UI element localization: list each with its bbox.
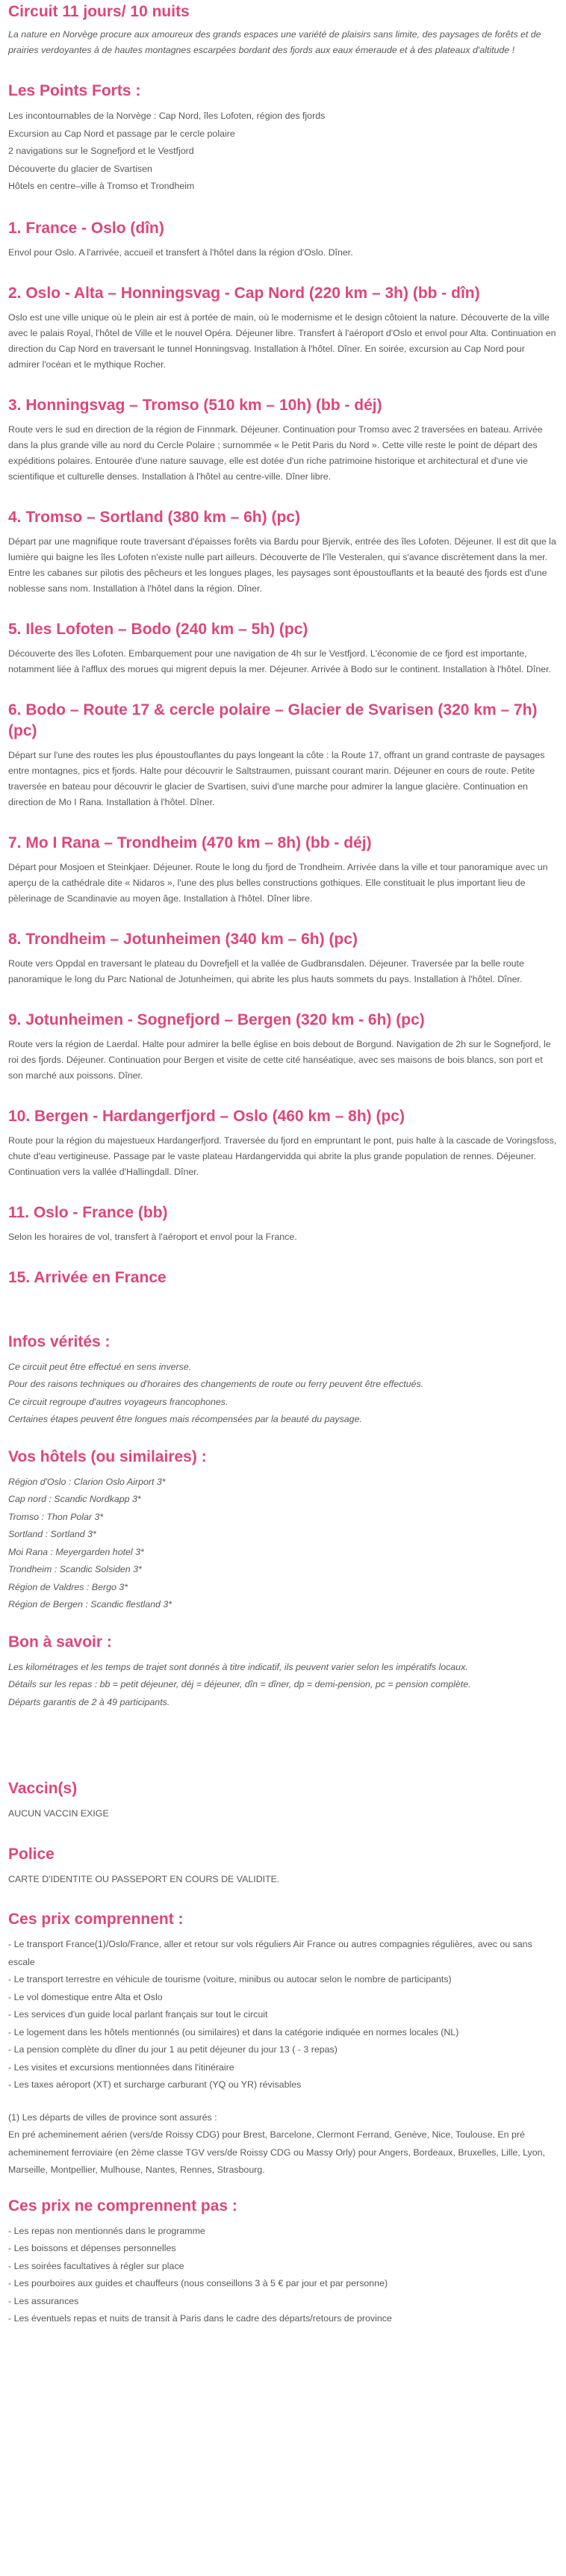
day-7 — [8, 833, 558, 907]
day-text: Selon les horaires de vol, transfert à l'aéroport et envol pour la France. — [8, 1231, 297, 1242]
list-item: Région d'Oslo : Clarion Oslo Airport 3* — [8, 1476, 166, 1487]
list-item: Moi Rana : Meyergarden hotel 3* — [8, 1546, 144, 1557]
arrival-title: 15. Arrivée en France — [8, 1268, 167, 1286]
list-item: - Les services d'un guide local parlant français sur tout le circuit — [8, 2009, 268, 2020]
day-9 — [8, 1010, 558, 1084]
section-title-prix-ne-comprend: Ces prix ne comprennent pas : — [8, 2197, 237, 2215]
list-item: 2 navigations sur le Sognefjord et le Vestfjord — [8, 146, 194, 156]
day-title: 2. Oslo - Alta – Honningsvag - Cap Nord (220 km – 3h) (bb - dîn) — [8, 284, 480, 302]
vaccin-text: AUCUN VACCIN EXIGE — [8, 1808, 109, 1819]
list-item: Découverte du glacier de Svartisen — [8, 163, 152, 174]
day-2 — [8, 283, 558, 373]
day-1 — [8, 218, 558, 261]
infos-list — [8, 1359, 558, 1429]
list-item: - La pension complète du dîner du jour 1 au petit déjeuner du jour 13 ( - 3 repas) — [8, 2044, 338, 2055]
day-text: Départ pour Mosjoen et Steinkjaer. Déjeuner. Route le long du fjord de Trondheim. Arrivée dans la ville et tour panoramique avec un aperçu de la cathédrale dite « Nidaros », l'une des plus belles constructions gothiques. Elle constituait le plus important lieu de pèlerinage de Scandinavie au moyen âge. Installation à l'hôtel. Dîner libre. — [8, 861, 548, 904]
section-title-vaccin: Vaccin(s) — [8, 1780, 78, 1797]
day-title: 11. Oslo - France (bb) — [8, 1203, 168, 1221]
day-text: Oslo est une ville unique où le plein air est à portée de main, où le modernisme et le design côtoient la nature. Découverte de la ville avec le palais Royal, l'hôtel de Ville et le nouvel Opéra. Déjeuner libre. Transfert à l'aéroport d'Oslo et envol pour Alta. Continuation en direction du Cap Nord en traversant le tunnel Honningsvag. Installation à l'hôtel. Dîner. En soirée, excursion au Cap Nord pour admirer l'océan et le mythique Rocher. — [8, 311, 556, 370]
list-item: - Le vol domestique entre Alta et Oslo — [8, 1991, 163, 2002]
departures-note-text: En pré acheminement aérien (vers/de Roissy CDG) pour Brest, Barcelone, Clermont Ferrand, Genève, Nice, Toulouse. En pré acheminement ferroviaire (en 2ème classe TGV vers/de Roissy CDG ou Massy Orly) pour Angers, Bordeaux, Bruxelles, Lille, Lyon, Marseille, Montpellier, Mulhouse, Nantes, Rennes, Strasbourg. — [8, 2129, 545, 2175]
day-text: Route pour la région du majestueux Hardangerfjord. Traversée du fjord en empruntant le pont, puis halte à la cascade de Voringsfoss, chute d'eau vertigineuse. Passage par le vaste plateau Hardangervidda qui abrite la plus grande population de rennes. Déjeuner. Continuation vers la vallée d'Hallingdall. Dîner. — [8, 1135, 557, 1177]
day-title: 4. Tromso – Sortland (380 km – 6h) (pc) — [8, 508, 300, 526]
day-title: 5. Iles Lofoten – Bodo (240 km – 5h) (pc) — [8, 620, 308, 638]
list-item: - Les assurances — [8, 2295, 79, 2306]
day-title: 9. Jotunheimen - Sognefjord – Bergen (320 km - 6h) (pc) — [8, 1011, 425, 1028]
list-item: - Le transport France(1)/Oslo/France, aller et retour sur vols réguliers Air France ou autres compagnies régulières, avec ou sans escale — [8, 1939, 532, 1967]
day-title: 6. Bodo – Route 17 & cercle polaire – Glacier de Svarisen (320 km – 7h) (pc) — [8, 701, 538, 739]
list-item: Excursion au Cap Nord et passage par le cercle polaire — [8, 128, 235, 139]
section-title-prix-comprend: Ces prix comprennent : — [8, 1911, 184, 1928]
page-title: Circuit 11 jours/ 10 nuits — [8, 3, 190, 20]
prix-ne-comprend-list — [8, 2223, 558, 2328]
intro-text: La nature en Norvège procure aux amoureux des grands espaces une variété de plaisirs sans limite, des paysages de forêts et de prairies verdoyantes à de hautes montagnes escarpées bordant des fjords aux eaux émeraude et à des plateaux d'altitude ! — [8, 29, 541, 55]
day-6 — [8, 700, 558, 810]
list-item: - Les visites et excursions mentionnées dans l'itinéraire — [8, 2061, 234, 2073]
list-item: Ce circuit regroupe d'autres voyageurs francophones. — [8, 1396, 228, 1407]
section-title-police: Police — [8, 1845, 55, 1863]
section-title-points-forts: Les Points Forts : — [8, 82, 141, 99]
day-text: Découverte des îles Lofoten. Embarquement pour une navigation de 4h sur le Vestfjord. L'économie de ce fjord est importante, notamment liée à l'afflux des morues qui migrent depuis la mer. Déjeuner. Arrivée à Bodo sur le continent. Installation à l'hôtel. Dîner. — [8, 648, 551, 674]
list-item: Trondheim : Scandic Solsiden 3* — [8, 1564, 142, 1574]
list-item: - Les soirées facultatives à régler sur place — [8, 2260, 184, 2271]
points-forts-list — [8, 108, 558, 196]
day-title: 10. Bergen - Hardangerfjord – Oslo (460 km – 8h) (pc) — [8, 1107, 405, 1125]
day-title: 3. Honningsvag – Tromso (510 km – 10h) (bb - déj) — [8, 396, 382, 414]
hotels-list — [8, 1474, 558, 1614]
day-text: Route vers Oppdal en traversant le plateau du Dovrefjell et la vallée de Gudbransdalen. Déjeuner. Traversée par la belle route panoramique le long du Parc National de Jotunheimen, qui abrite les plus hauts sommets du pays. Installation à l'hôtel. Dîner. — [8, 958, 524, 984]
list-item: Région de Valdres : Bergo 3* — [8, 1581, 128, 1592]
day-text: Envol pour Oslo. A l'arrivée, accueil et transfert à l'hôtel dans la région d'Oslo. Dîner. — [8, 246, 353, 258]
day-title: 1. France - Oslo (dîn) — [8, 219, 164, 237]
list-item: Les incontournables de la Norvège : Cap Nord, îles Lofoten, région des fjords — [8, 111, 326, 121]
day-text: Départ par une magnifique route traversant d'épaisses forêts via Bardu pour Bjervik, entrée des îles Lofoten. Déjeuner. Il est dit que la lumière qui baigne les îles Lofoten n'existe nulle part ailleurs. Découverte de l'île Vesteralen, qui s'avance discrètement dans la mer. Entre les cabanes sur pilotis des pêcheurs et les longues plages, les paysages sont époustouflants et la beauté des fjords est d'une noblesse sans nom. Installation à l'hôtel dans la région. Dîner. — [8, 536, 556, 594]
day-11 — [8, 1202, 558, 1245]
prix-comprend-list — [8, 1936, 558, 2094]
list-item: - Les boissons et dépenses personnelles — [8, 2243, 176, 2253]
day-text: Route vers le sud en direction de la région de Finnmark. Déjeuner. Continuation pour Tromso avec 2 traversées en bateau. Arrivée dans la plus grande ville au nord du Cercle Polaire ; surnommée « le Petit Paris du Nord ». Cette ville reste le point de départ des expéditions polaires. Entourée d'une nature sauvage, elle est dotée d'un riche patrimoine historique et architectural et d'une vie scientifique et culturelle denses. Installation à l'hôtel au centre-ville. Dîner libre. — [8, 423, 543, 482]
bon-list — [8, 1659, 558, 1712]
section-title-infos: Infos vérités : — [8, 1332, 111, 1350]
police-text: CARTE D'IDENTITE OU PASSEPORT EN COURS DE VALIDITE. — [8, 1873, 280, 1884]
departures-note-title: (1) Les départs de villes de province sont assurés : — [8, 2111, 217, 2123]
day-3 — [8, 395, 558, 485]
section-title-hotels: Vos hôtels (ou similaires) : — [8, 1447, 207, 1465]
day-title: 7. Mo I Rana – Trondheim (470 km – 8h) (bb - déj) — [8, 834, 372, 851]
list-item: Sortland : Sortland 3* — [8, 1529, 96, 1539]
day-title: 8. Trondheim – Jotunheimen (340 km – 6h) (pc) — [8, 930, 358, 948]
section-title-bon-a-savoir: Bon à savoir : — [8, 1633, 112, 1651]
list-item: Région de Bergen : Scandic flestland 3* — [8, 1599, 172, 1610]
day-5 — [8, 619, 558, 677]
list-item: - Le logement dans les hôtels mentionnés (ou similaires) et dans la catégorie indiquée en normes locales (NL) — [8, 2026, 459, 2037]
list-item: Certaines étapes peuvent être longues mais récompensées par la beauté du paysage. — [8, 1414, 362, 1424]
list-item: Ce circuit peut être effectué en sens inverse. — [8, 1361, 192, 1372]
list-item: Pour des raisons techniques ou d'horaires des changements de route ou ferry peuvent être effectués. — [8, 1379, 424, 1389]
day-10 — [8, 1106, 558, 1180]
list-item: Hôtels en centre–ville à Tromso et Trondheim — [8, 181, 195, 191]
list-item: - Les éventuels repas et nuits de transit à Paris dans le cadre des départs/retours de province — [8, 2313, 392, 2324]
list-item: Cap nord : Scandic Nordkapp 3* — [8, 1494, 141, 1504]
list-item: - Le transport terrestre en véhicule de tourisme (voiture, minibus ou autocar selon le nombre de participants) — [8, 1974, 452, 1984]
day-4 — [8, 507, 558, 597]
list-item: Départs garantis de 2 à 49 participants. — [8, 1696, 170, 1707]
day-text: Route vers la région de Laerdal. Halte pour admirer la belle église en bois debout de Borgund. Navigation de 2h sur le Sognefjord, le roi des fjords. Déjeuner. Continuation pour Bergen et visite de cette cité hanséatique, avec ses maisons de bois blancs, son port et son marché aux poissons. Dîner. — [8, 1038, 551, 1081]
list-item: - Les pourboires aux guides et chauffeurs (nous conseillons 3 à 5 € par jour et par personne) — [8, 2278, 388, 2288]
list-item: - Les taxes aéroport (XT) et surcharge carburant (YQ ou YR) révisables — [8, 2079, 302, 2090]
list-item: Les kilométrages et les temps de trajet sont donnés à titre indicatif, ils peuvent varier selon les impératifs locaux. — [8, 1661, 468, 1672]
day-text: Départ sur l'une des routes les plus époustouflantes du pays longeant la côte : la Route 17, offrant un grand contraste de paysages entre montagnes, pics et fjords. Halte pour découvrir le Saltstraumen, puissant courant marin. Déjeuner en cours de route. Petite traversée en bateau pour découvrir le glacier de Svartisen, suivi d'une marche pour admirer la langue glacière. Continuation en direction de Mo I Rana. Installation à l'hôtel. Dîner. — [8, 749, 545, 807]
list-item: - Les repas non mentionnés dans le programme — [8, 2225, 205, 2236]
day-8 — [8, 929, 558, 987]
list-item: Détails sur les repas : bb = petit déjeuner, déj = déjeuner, dîn = dîner, dp = demi-pension, pc = pension complète. — [8, 1679, 471, 1689]
list-item: Tromso : Thon Polar 3* — [8, 1511, 104, 1522]
